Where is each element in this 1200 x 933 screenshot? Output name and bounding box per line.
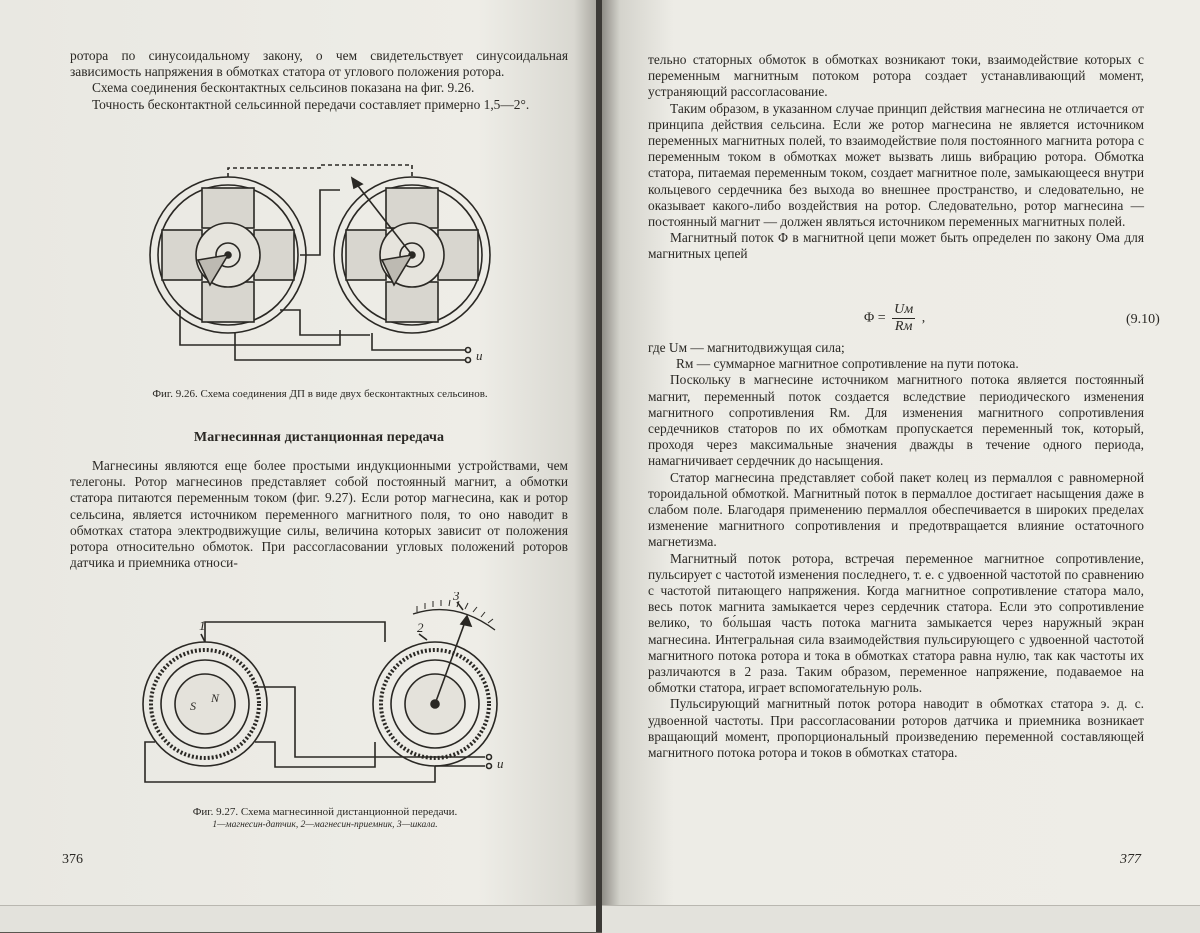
left-page — [0, 0, 598, 932]
right-page-number: 377 — [1120, 852, 1141, 867]
figure-9-27-diagram — [135, 592, 515, 802]
right-page — [602, 0, 1200, 932]
right-text-bottom — [648, 340, 1144, 761]
right-para-6: Магнитный поток ротора, встречая переменное магнитное сопротивление, пульсирует с частотой изменения последнего, т. е. с удвоенной частотой по сравнению с частотой питающего напряжения. Когда магнитное сопротивление статора мало, весь поток магнита замыкается через сердечник статора. Если это сопротивление велико, то бо́льшая часть потока магнита замыкается через наружный экран магнесина. Интегральная сила взаимодействия пульсирующего с удвоенной частотой магнитного потока ротора и тока в обмотках статора равна нулю, так как частоты их различаются в 2 раза. Таким образом, переменное напряжение, подаваемое на обмотки статора, играет вспомогательную роль. — [648, 550, 1144, 696]
formula-numerator: Uм — [894, 302, 914, 317]
fig2-label-s: S — [190, 699, 196, 713]
right-text-top — [648, 52, 1144, 263]
fig1-terminal-label: u — [476, 348, 483, 363]
right-para-5: Статор магнесина представляет собой пакет колец из пермаллоя с равномерной тороидальной обмоткой. Магнитный поток в пермаллое достигает насыщения даже в слабом поле. Благодаря применению пермаллоя обеспечивается в широких пределах изменение магнитного сопротивления и предотвращается влияние остаточного магнетизма. — [648, 469, 1144, 550]
fig2-label-n: N — [211, 691, 220, 705]
left-para-3: Точность бесконтактной сельсинной передачи составляет примерно 1,5—2°. — [92, 96, 530, 112]
formula-denominator: Rм — [894, 319, 913, 334]
formula-number: (9.10) — [1126, 312, 1160, 327]
figure-9-26-diagram — [140, 160, 500, 380]
where-line-1: где Uм — магнитодвижущая сила; — [648, 340, 845, 355]
right-para-3: Магнитный поток Φ в магнитной цепи может быть определен по закону Ома для магнитных цепей — [648, 230, 1144, 262]
fig2-label-2: 2 — [417, 620, 424, 635]
figure-9-27-subcaption: 1—магнесин-датчик, 2—магнесин-приемник, 3—шкала. — [212, 820, 438, 830]
right-para-4: Поскольку в магнесине источником магнитного потока является постоянный магнит, переменный поток создается вследствие периодического изменения магнитного сопротивления Rм. Для изменения магнитного сопротивления сердечников статоров по их обмоткам пропускается переменный ток, который, проходя через максимальные значения дважды в течение одного периода, намагничивает сердечник до насыщения. — [648, 372, 1144, 469]
fig2-label-3: 3 — [453, 592, 460, 603]
fig2-terminal-label: u — [497, 756, 504, 771]
right-page-edge — [602, 905, 1200, 933]
right-para-2: Таким образом, в указанном случае принцип действия магнесина не отличается от принципа действия сельсина. Если же ротор магнесина не является источником переменных магнитных полей, то взаимодействие поля постоянного магнита ротора с переменным током в обмотках может вызвать лишь вибрацию ротора. Обмотка статора, питаемая переменным током, создает магнитное поле, замыкающееся внутри кольцевого сердечника без выхода во внешнее пространство, и следовательно, не оказывает какого-либо воздействия на ротор. Следовательно, ротор магнесина — постоянный магнит — должен являться источником переменных магнитных полей. — [648, 100, 1144, 230]
formula-tail: , — [921, 310, 926, 326]
section-heading: Магнесинная дистанционная передача — [193, 430, 445, 445]
right-para-7: Пульсирующий магнитный поток ротора наводит в обмотках статора э. д. с. удвоенной частоты. При рассогласовании роторов датчика и приемника возникает вращающий момент, пропорциональный произведению переменной составляющей магнитного потока ротора и токов в обмотках статора. — [648, 696, 1144, 761]
left-text-bottom — [70, 458, 568, 571]
formula-lhs: Φ = — [864, 310, 886, 326]
left-para-2: Схема соединения бесконтактных сельсинов показана на фиг. 9.26. — [92, 80, 475, 96]
fig2-label-1: 1 — [199, 618, 206, 633]
left-page-edge — [0, 905, 598, 932]
left-text-top — [70, 48, 568, 113]
where-line-2: Rм — суммарное магнитное сопротивление на пути потока. — [676, 356, 1019, 372]
figure-9-27-caption: Фиг. 9.27. Схема магнесинной дистанционной передачи. — [192, 806, 458, 818]
formula-9-10 — [864, 302, 925, 335]
left-para-1: ротора по синусоидальному закону, о чем свидетельствует синусоидальная зависимость напряжения в обмотках статора от углового положения ротора. — [70, 48, 568, 80]
figure-9-26-caption: Фиг. 9.26. Схема соединения ДП в виде двух бесконтактных сельсинов. — [152, 388, 488, 400]
right-para-1: тельно статорных обмоток в обмотках возникают токи, взаимодействие которых с переменным магнитным потоком ротора создает устанавливающий момент, устраняющий рассогласование. — [648, 52, 1144, 100]
left-para-4: Магнесины являются еще более простыми индукционными устройствами, чем телегоны. Ротор магнесинов представляет собой постоянный магнит, а обмотки статора питаются переменным током (фиг. 9.27). Если ротор магнесина, как и ротор сельсина, является источником переменного магнитного поля, то оно наводит в обмотках статора электродвижущие силы, величина которых зависит от положения ротора относительно обмоток. При рассогласовании угловых положений роторов датчика и приемника относи- — [70, 458, 568, 571]
left-page-number: 376 — [62, 852, 83, 867]
figure-9-27-caption-block — [140, 806, 510, 832]
formula-fraction — [892, 302, 915, 335]
